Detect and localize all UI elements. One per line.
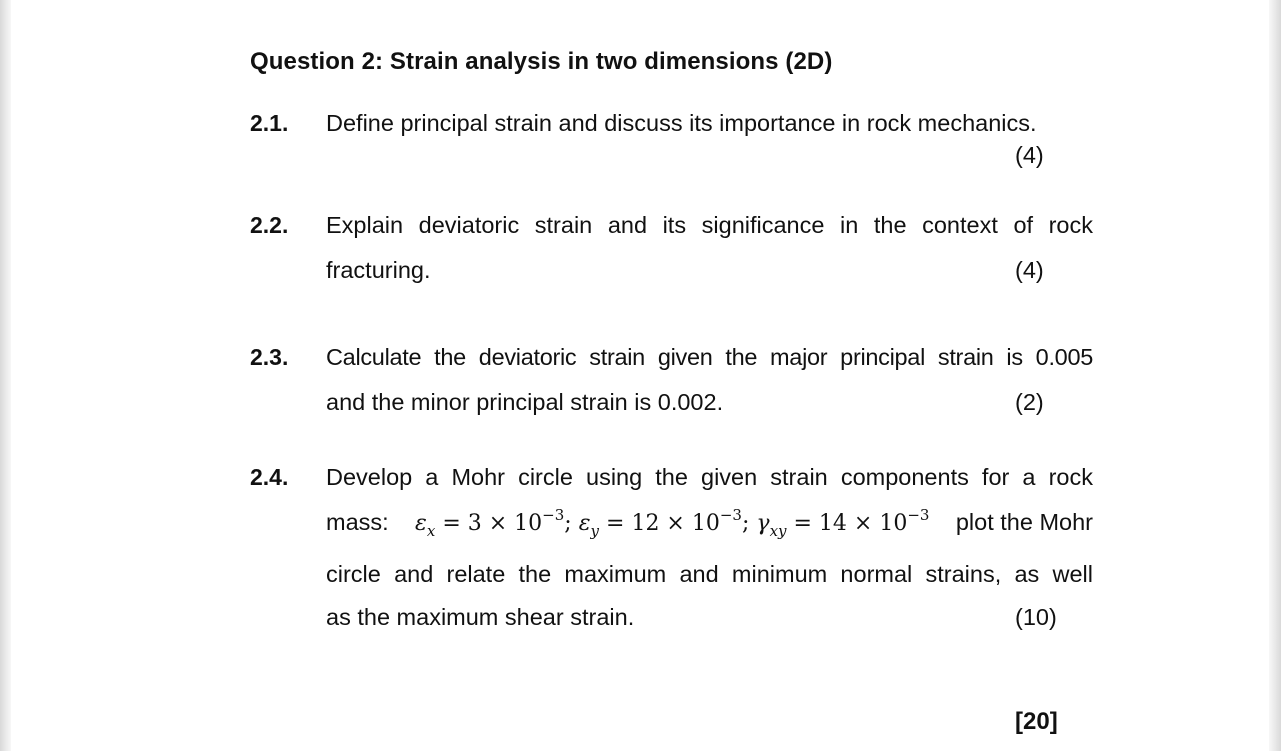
plot-mohr-text: plot the Mohr: [955, 509, 1093, 535]
question-number-2-2: 2.2.: [250, 212, 289, 238]
epsilon-x-separator: ;: [564, 511, 572, 536]
question-title: Question 2: Strain analysis in two dimensions (2D): [250, 48, 833, 75]
strain-equations: [415, 506, 929, 540]
question-2-2-marks: (4): [1015, 257, 1044, 283]
epsilon-y-value: = 12 × 10: [606, 511, 720, 536]
epsilon-x-exponent: −3: [542, 506, 565, 524]
gamma-xy-subscript: xy: [769, 522, 787, 540]
gamma-xy-exponent: −3: [907, 506, 930, 524]
epsilon-x-subscript: x: [426, 522, 436, 540]
question-2-4-marks: (10): [1015, 604, 1057, 630]
page-shadow-right: [1269, 0, 1281, 751]
gamma-xy-symbol: γ: [756, 511, 770, 536]
question-number-2-1: 2.1.: [250, 110, 289, 136]
question-number-2-4: 2.4.: [250, 464, 289, 490]
epsilon-y-exponent: −3: [719, 506, 742, 524]
question-2-4-line-3: circle and relate the maximum and minimum normal strains, as well: [326, 561, 1093, 587]
question-2-2-line-1: Explain deviatoric strain and its significance in the context of rock: [326, 212, 1093, 238]
total-marks: [20]: [1015, 708, 1058, 735]
question-2-3-line-1: Calculate the deviatoric strain given the major principal strain is 0.005: [326, 344, 1093, 370]
epsilon-y-subscript: y: [590, 522, 600, 540]
epsilon-y-separator: ;: [741, 511, 750, 536]
epsilon-x-symbol: ε: [415, 511, 427, 536]
question-2-1-marks: (4): [1015, 142, 1044, 168]
epsilon-x-value: = 3 × 10: [442, 511, 543, 536]
question-2-2-line-2: fracturing.: [326, 257, 431, 283]
page-shadow-left: [0, 0, 11, 751]
question-2-3-marks: (2): [1015, 389, 1044, 415]
question-number-2-3: 2.3.: [250, 344, 289, 370]
epsilon-y-symbol: ε: [578, 511, 591, 536]
question-2-1-line-1: Define principal strain and discuss its importance in rock mechanics.: [326, 110, 1037, 136]
gamma-xy-value: = 14 × 10: [793, 511, 908, 536]
question-2-4-line-4: as the maximum shear strain.: [326, 604, 635, 630]
question-2-4-line-1: Develop a Mohr circle using the given strain components for a rock: [326, 464, 1093, 490]
mass-label: mass:: [326, 509, 389, 535]
question-2-3-line-2: and the minor principal strain is 0.002.: [326, 389, 724, 415]
question-2-4-line-2: [326, 506, 1093, 540]
